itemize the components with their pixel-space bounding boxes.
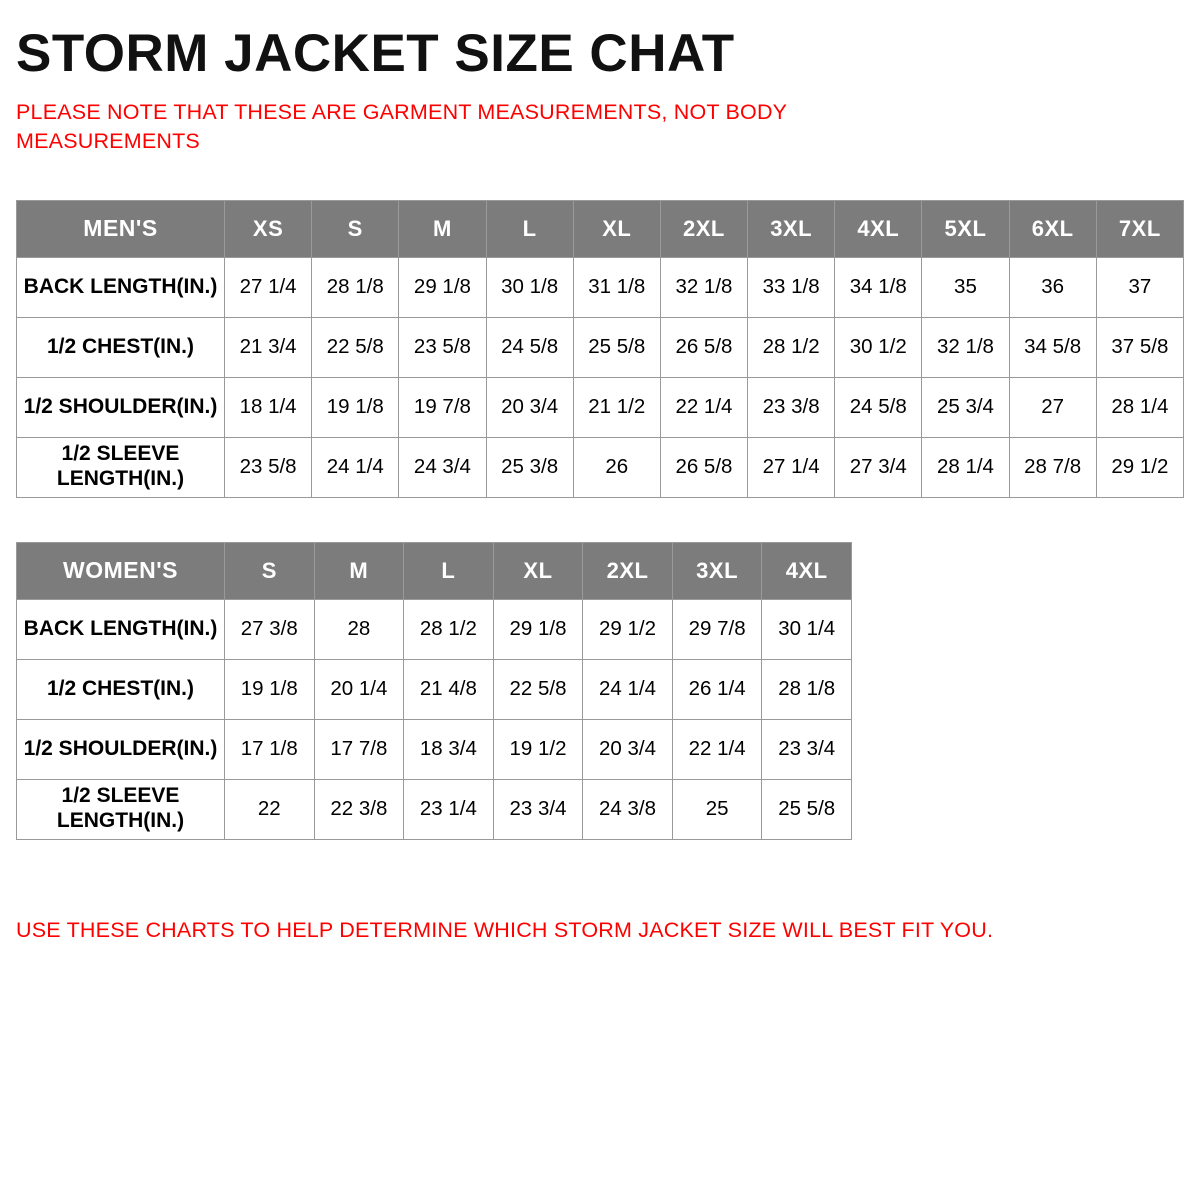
mens-cell: 24 1/4: [312, 437, 399, 497]
mens-row-label: 1/2 CHEST(IN.): [17, 317, 225, 377]
mens-cell: 28 1/8: [312, 257, 399, 317]
womens-cell: 29 1/2: [583, 599, 673, 659]
womens-size-table: [16, 542, 852, 840]
womens-cell: 22: [225, 779, 315, 839]
mens-category-label: MEN'S: [17, 200, 225, 257]
womens-cell: 19 1/2: [493, 719, 583, 779]
mens-cell: 37: [1096, 257, 1183, 317]
mens-cell: 31 1/8: [573, 257, 660, 317]
mens-size-header: 2XL: [660, 200, 747, 257]
mens-header-row: [17, 200, 1184, 257]
womens-table-section: [16, 542, 1184, 840]
mens-row-label: 1/2 SHOULDER(IN.): [17, 377, 225, 437]
womens-cell: 25: [672, 779, 762, 839]
mens-table-body: [17, 257, 1184, 497]
mens-size-header: M: [399, 200, 486, 257]
womens-cell: 17 1/8: [225, 719, 315, 779]
womens-cell: 17 7/8: [314, 719, 404, 779]
womens-size-header: L: [404, 542, 494, 599]
womens-cell: 23 3/4: [493, 779, 583, 839]
mens-cell: 22 5/8: [312, 317, 399, 377]
mens-size-header: 4XL: [835, 200, 922, 257]
mens-cell: 28 1/4: [922, 437, 1009, 497]
womens-cell: 20 3/4: [583, 719, 673, 779]
mens-cell: 27: [1009, 377, 1096, 437]
table-row: [17, 317, 1184, 377]
womens-header-row: [17, 542, 852, 599]
mens-cell: 32 1/8: [922, 317, 1009, 377]
womens-size-header: XL: [493, 542, 583, 599]
womens-row-label: 1/2 SHOULDER(IN.): [17, 719, 225, 779]
womens-size-header: S: [225, 542, 315, 599]
table-row: [17, 659, 852, 719]
mens-cell: 20 3/4: [486, 377, 573, 437]
table-row: [17, 599, 852, 659]
womens-cell: 26 1/4: [672, 659, 762, 719]
mens-cell: 28 1/2: [748, 317, 835, 377]
mens-cell: 26 5/8: [660, 317, 747, 377]
mens-size-header: L: [486, 200, 573, 257]
womens-cell: 28: [314, 599, 404, 659]
mens-cell: 34 1/8: [835, 257, 922, 317]
womens-category-label: WOMEN'S: [17, 542, 225, 599]
mens-table-section: [16, 200, 1184, 498]
table-row: [17, 779, 852, 839]
mens-size-header: 7XL: [1096, 200, 1183, 257]
womens-cell: 29 7/8: [672, 599, 762, 659]
mens-cell: 26: [573, 437, 660, 497]
mens-cell: 36: [1009, 257, 1096, 317]
mens-cell: 30 1/8: [486, 257, 573, 317]
mens-cell: 23 5/8: [225, 437, 312, 497]
page-title: STORM JACKET SIZE CHAT: [16, 24, 735, 83]
womens-cell: 24 1/4: [583, 659, 673, 719]
mens-size-header: 6XL: [1009, 200, 1096, 257]
mens-cell: 32 1/8: [660, 257, 747, 317]
mens-row-label: BACK LENGTH(IN.): [17, 257, 225, 317]
mens-cell: 29 1/2: [1096, 437, 1183, 497]
mens-cell: 25 3/4: [922, 377, 1009, 437]
mens-cell: 21 3/4: [225, 317, 312, 377]
womens-cell: 27 3/8: [225, 599, 315, 659]
mens-size-header: 5XL: [922, 200, 1009, 257]
mens-cell: 19 1/8: [312, 377, 399, 437]
mens-cell: 27 1/4: [748, 437, 835, 497]
womens-size-header: 2XL: [583, 542, 673, 599]
mens-cell: 28 7/8: [1009, 437, 1096, 497]
mens-cell: 24 5/8: [835, 377, 922, 437]
womens-cell: 22 5/8: [493, 659, 583, 719]
mens-cell: 37 5/8: [1096, 317, 1183, 377]
womens-cell: 28 1/8: [762, 659, 852, 719]
table-row: [17, 257, 1184, 317]
mens-cell: 23 5/8: [399, 317, 486, 377]
mens-size-header: 3XL: [748, 200, 835, 257]
mens-cell: 30 1/2: [835, 317, 922, 377]
womens-cell: 20 1/4: [314, 659, 404, 719]
table-row: [17, 719, 852, 779]
mens-cell: 27 3/4: [835, 437, 922, 497]
mens-cell: 27 1/4: [225, 257, 312, 317]
womens-cell: 19 1/8: [225, 659, 315, 719]
mens-cell: 21 1/2: [573, 377, 660, 437]
mens-size-table: [16, 200, 1184, 498]
womens-cell: 25 5/8: [762, 779, 852, 839]
mens-cell: 33 1/8: [748, 257, 835, 317]
womens-cell: 29 1/8: [493, 599, 583, 659]
mens-cell: 35: [922, 257, 1009, 317]
womens-cell: 18 3/4: [404, 719, 494, 779]
womens-size-header: 4XL: [762, 542, 852, 599]
table-row: [17, 437, 1184, 497]
womens-size-header: M: [314, 542, 404, 599]
womens-cell: 30 1/4: [762, 599, 852, 659]
mens-cell: 25 3/8: [486, 437, 573, 497]
womens-cell: 21 4/8: [404, 659, 494, 719]
mens-size-header: XL: [573, 200, 660, 257]
mens-size-header: S: [312, 200, 399, 257]
womens-row-label: 1/2 SLEEVE LENGTH(IN.): [17, 779, 225, 839]
mens-cell: 23 3/8: [748, 377, 835, 437]
womens-size-header: 3XL: [672, 542, 762, 599]
mens-cell: 34 5/8: [1009, 317, 1096, 377]
mens-cell: 26 5/8: [660, 437, 747, 497]
womens-table-head: [17, 542, 852, 599]
womens-row-label: 1/2 CHEST(IN.): [17, 659, 225, 719]
measurement-note: PLEASE NOTE THAT THESE ARE GARMENT MEASUREMENTS, NOT BODY MEASUREMENTS: [16, 99, 787, 153]
mens-cell: 19 7/8: [399, 377, 486, 437]
womens-cell: 22 1/4: [672, 719, 762, 779]
womens-table-body: [17, 599, 852, 839]
womens-cell: 28 1/2: [404, 599, 494, 659]
womens-cell: 23 3/4: [762, 719, 852, 779]
womens-cell: 23 1/4: [404, 779, 494, 839]
mens-table-head: [17, 200, 1184, 257]
mens-cell: 22 1/4: [660, 377, 747, 437]
footer-note: USE THESE CHARTS TO HELP DETERMINE WHICH STORM JACKET SIZE WILL BEST FIT YOU.: [16, 917, 994, 942]
table-row: [17, 377, 1184, 437]
mens-cell: 25 5/8: [573, 317, 660, 377]
mens-cell: 29 1/8: [399, 257, 486, 317]
womens-row-label: BACK LENGTH(IN.): [17, 599, 225, 659]
mens-cell: 28 1/4: [1096, 377, 1183, 437]
womens-cell: 22 3/8: [314, 779, 404, 839]
mens-row-label: 1/2 SLEEVE LENGTH(IN.): [17, 437, 225, 497]
mens-cell: 24 5/8: [486, 317, 573, 377]
womens-cell: 24 3/8: [583, 779, 673, 839]
mens-cell: 24 3/4: [399, 437, 486, 497]
mens-size-header: XS: [225, 200, 312, 257]
mens-cell: 18 1/4: [225, 377, 312, 437]
